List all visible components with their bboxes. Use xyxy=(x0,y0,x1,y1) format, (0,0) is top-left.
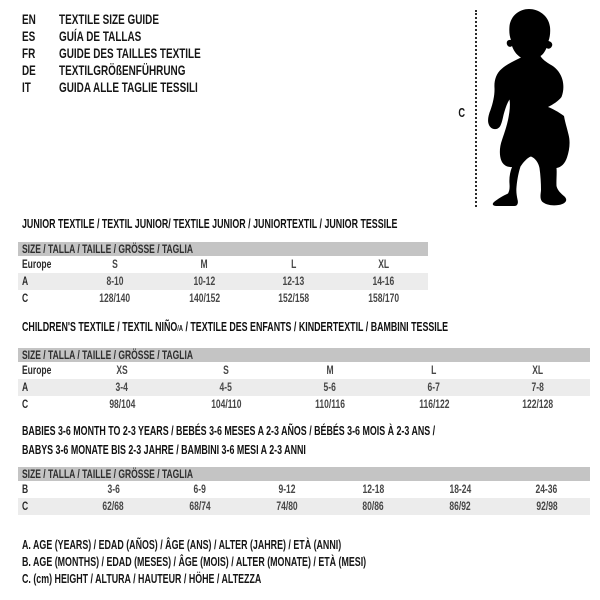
lang-code: ES xyxy=(22,28,36,44)
table-cell: 140/152 xyxy=(188,291,220,305)
table-cell: 80/86 xyxy=(362,499,385,513)
children-table-title: CHILDREN'S TEXTILE / TEXTIL NIÑO/A / TEXTILE DES ENFANTS / KINDERTEXTIL / BAMBINI TESSILE xyxy=(22,320,449,334)
title-subscript: /A xyxy=(177,324,183,333)
size-header-label: SIZE / TALLA / TAILLE / GRÖSSE / TAGLIA xyxy=(22,242,194,256)
table-cell: 116/122 xyxy=(418,397,450,411)
guide-title-it: GUIDA ALLE TAGLIE TESSILI xyxy=(59,79,198,95)
table-cell: 3-4 xyxy=(115,380,129,394)
table-cell: 68/74 xyxy=(189,499,211,513)
height-c-label: C xyxy=(458,105,466,120)
row-label: A xyxy=(22,380,29,394)
table-cell: S xyxy=(111,257,118,271)
lang-code: EN xyxy=(22,11,36,27)
row-label: C xyxy=(22,291,29,305)
table-cell: 7-8 xyxy=(531,380,545,394)
table-cell: 62/68 xyxy=(102,499,124,513)
row-label: C xyxy=(22,499,29,513)
table-cell: 92/98 xyxy=(536,499,558,513)
row-label: B xyxy=(22,482,29,496)
table-cell: 8-10 xyxy=(106,274,124,288)
babies-table-title-line1: BABIES 3-6 MONTH TO 2-3 YEARS / BEBÉS 3-6 MESES A 2-3 AÑOS / BÉBÉS 3-6 MOIS À 2-3 ANS / xyxy=(22,424,436,438)
table-cell: 3-6 xyxy=(107,482,120,496)
table-cell: 122/128 xyxy=(522,397,554,411)
lang-row-fr xyxy=(22,45,259,62)
table-cell: 12-18 xyxy=(362,482,385,496)
table-row xyxy=(18,379,590,396)
lang-code: FR xyxy=(22,45,36,61)
table-cell: 6-7 xyxy=(427,380,441,394)
table-cell: XL xyxy=(377,257,389,271)
table-row xyxy=(18,273,428,290)
guide-title-de: TEXTILGRÖßENFÜHRUNG xyxy=(59,62,186,78)
language-title-list xyxy=(22,11,259,96)
junior-table-title: JUNIOR TEXTILE / TEXTIL JUNIOR/ TEXTILE JUNIOR / JUNIORTEXTIL / JUNIOR TESSILE xyxy=(22,217,398,231)
row-label: Europe xyxy=(22,257,52,271)
table-cell: S xyxy=(223,363,229,377)
row-label: Europe xyxy=(22,363,52,377)
table-cell: 158/170 xyxy=(367,291,399,305)
lang-row-en xyxy=(22,11,259,28)
guide-title-es: GUÍA DE TALLAS xyxy=(59,28,142,44)
table-cell: 18-24 xyxy=(449,482,471,496)
lang-code: DE xyxy=(22,62,36,78)
children-table-rows xyxy=(18,362,590,413)
table-cell: M xyxy=(200,257,208,271)
lang-row-de xyxy=(22,62,259,79)
note-height-cm: C. (cm) HEIGHT / ALTURA / HAUTEUR / HÖHE / ALTEZZA xyxy=(22,572,262,586)
table-cell: 24-36 xyxy=(535,482,558,496)
table-cell: XS xyxy=(116,363,128,377)
babies-table-rows xyxy=(18,481,590,515)
table-row xyxy=(18,498,590,515)
table-cell: L xyxy=(431,363,437,377)
guide-title-fr: GUIDE DES TAILLES TEXTILE xyxy=(59,45,201,61)
lang-row-it xyxy=(22,79,259,96)
table-row xyxy=(18,396,590,413)
table-row xyxy=(18,362,590,379)
row-label: C xyxy=(22,397,29,411)
table-cell: 104/110 xyxy=(210,397,242,411)
table-cell: 152/158 xyxy=(278,291,310,305)
table-row xyxy=(18,256,428,273)
table-cell: M xyxy=(326,363,334,377)
size-header-label: SIZE / TALLA / TAILLE / GRÖSSE / TAGLIA xyxy=(22,467,194,481)
table-cell: 9-12 xyxy=(278,482,296,496)
lang-code: IT xyxy=(22,79,31,95)
size-header-label: SIZE / TALLA / TAILLE / GRÖSSE / TAGLIA xyxy=(22,348,194,362)
table-cell: 12-13 xyxy=(282,274,305,288)
table-cell: 74/80 xyxy=(276,499,298,513)
note-age-years: A. AGE (YEARS) / EDAD (AÑOS) / ÂGE (ANS) / ALTER (JAHRE) / ETÀ (ANNI) xyxy=(22,538,342,552)
legend-notes xyxy=(22,537,507,588)
babies-size-header-bar xyxy=(18,467,590,481)
table-cell: 10-12 xyxy=(193,274,216,288)
table-cell: 5-6 xyxy=(323,380,337,394)
table-cell: 86/92 xyxy=(449,499,471,513)
guide-title-en: TEXTILE SIZE GUIDE xyxy=(59,11,159,27)
table-row xyxy=(18,481,590,498)
table-cell: 128/140 xyxy=(99,291,131,305)
table-cell: XL xyxy=(532,363,544,377)
table-cell: 110/116 xyxy=(315,397,345,411)
toddler-silhouette-icon xyxy=(484,6,596,206)
table-cell: L xyxy=(291,257,297,271)
table-cell: 98/104 xyxy=(108,397,136,411)
table-row xyxy=(18,290,428,307)
junior-size-header-bar xyxy=(18,242,428,256)
table-cell: 4-5 xyxy=(219,380,233,394)
table-cell: 6-9 xyxy=(193,482,207,496)
height-dotted-line xyxy=(475,10,477,207)
babies-table-title-line2: BABYS 3-6 MONATE BIS 2-3 JAHRE / BAMBINI 3-6 MESI A 2-3 ANNI xyxy=(22,443,306,457)
table-cell: 14-16 xyxy=(372,274,395,288)
row-label: A xyxy=(22,274,29,288)
note-age-months: B. AGE (MONTHS) / EDAD (MESES) / ÂGE (MOIS) / ALTER (MONATE) / ETÀ (MESI) xyxy=(22,555,367,569)
lang-row-es xyxy=(22,28,259,45)
children-size-header-bar xyxy=(18,348,590,362)
junior-table-rows xyxy=(18,256,428,307)
